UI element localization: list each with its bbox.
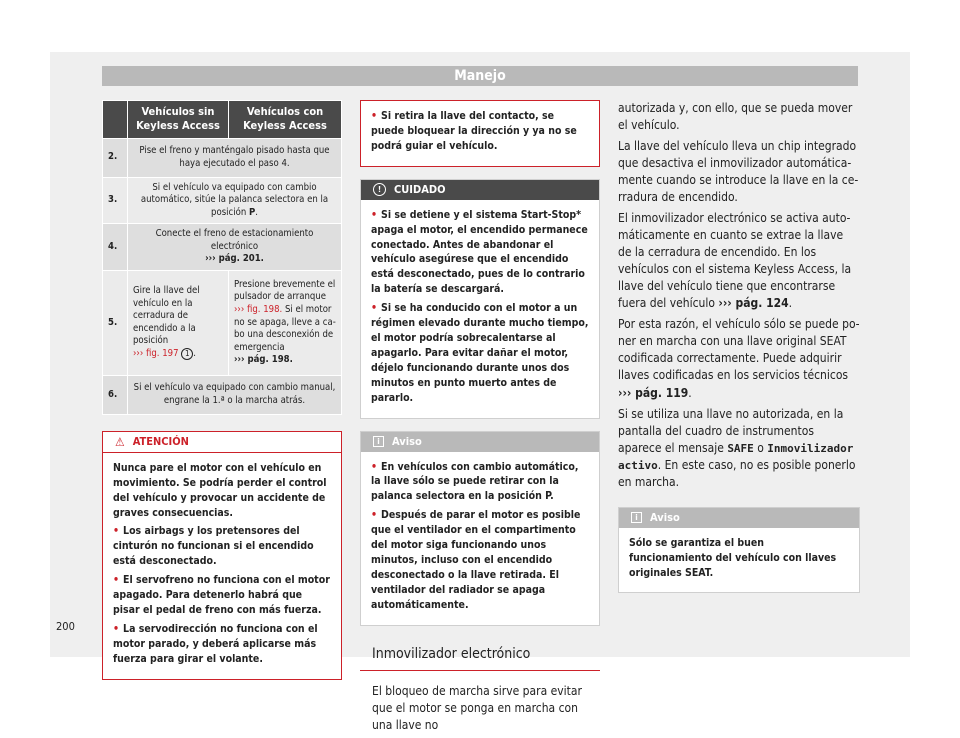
section-divider [360, 670, 600, 671]
note-text: Sólo se garantiza el buen funcionamiento del vehículo con llaves originales SEAT. [629, 536, 837, 579]
page-reference-link[interactable]: ››› pág. 198. [233, 354, 293, 366]
figure-reference-link[interactable]: ››› fig. 197 [133, 347, 179, 359]
caution-bullet: • Si se detiene y el sistema Start-Stop* apaga el motor, el encendido permanece conectado. Antes de abandonar el vehículo asegúrese que el encendido está desconectado, pues de lo contrario la batería se descargará. [371, 208, 589, 297]
note-bullet: • En vehículos con cambio automático, la llave sólo se puede retirar con la palanca selectora en la posición P. [371, 460, 589, 505]
section-title: Inmovilizador electrónico [372, 645, 531, 662]
steps-table [102, 100, 342, 415]
body-paragraph: La llave del vehículo lleva un chip integrado que desactiva el inmovilizador automáticamente cuando se introduce la llave en la cerradura de encendido. [618, 139, 859, 205]
body-paragraph: El inmovilizador electrónico se activa automáticamente en cuanto se extrae la llave de la cerradura de encendido. En los vehículos con el sistema Keyless Access, la llave del vehículo tiene que encontrarse fuera del vehículo ››› pág. 124. [618, 211, 852, 311]
table-header-without-keyless: Vehículos sin Keyless Access [128, 101, 229, 139]
caution-title: CUIDADO [394, 182, 446, 196]
warning-bullet: • La servodirección no funciona con el motor parado, y deberá aplicarse más fuerza para girar el volante. [113, 622, 331, 667]
table-row: 4. Conecte el freno de estacionamiento electrónico ››› pág. 201. [103, 224, 342, 271]
table-row: 2. Pise el freno y manténgalo pisado hasta que haya ejecutado el paso 4. [103, 138, 342, 177]
note-title: Aviso [392, 434, 422, 448]
warning-bullet: • El servofreno no funciona con el motor apagado. Para detenerlo habrá que pisar el pedal de freno con más fuerza. [113, 573, 331, 618]
page-reference-link[interactable]: ››› pág. 119 [618, 385, 689, 400]
chapter-header: Manejo [102, 66, 858, 86]
table-row: 5. Gire la llave del vehículo en la cerradura de encendido a la posición ››› fig. 197 1 . Presione brevemente el pulsador de arranque ››› fig. 198. Si el motor no se apaga, lleve a cabo una desconexión de emergencia ››› pág. 198. [103, 270, 342, 375]
page-reference-link[interactable]: ››› pág. 201. [205, 253, 264, 265]
warning-triangle-icon: ⚠ [115, 434, 125, 449]
page-number: 200 [56, 620, 75, 633]
warning-bullet: • Los airbags y los pretensores del cinturón no funcionan si el encendido está desconectado. [113, 524, 331, 569]
right-column [618, 100, 860, 593]
table-row: 6. Si el vehículo va equipado con cambio manual, engrane la 1.ª o la marcha atrás. [103, 375, 342, 414]
warning-intro: Nunca pare el motor con el vehículo en movimiento. Se podría perder el control del vehículo y provocar un accidente de graves consecuencias. [113, 461, 327, 519]
note-title: Aviso [650, 510, 680, 524]
table-row: 3. Si el vehículo va equipado con cambio automático, sitúe la palanca selectora en la posición P. [103, 177, 342, 224]
middle-column [360, 100, 600, 738]
note-box [360, 431, 600, 626]
exclamation-circle-icon: ! [373, 183, 386, 196]
body-paragraph: El bloqueo de marcha sirve para evitar que el motor se ponga en marcha con una llave no [372, 683, 582, 732]
table-header-number [103, 101, 128, 139]
body-paragraph: autorizada y, con ello, que se pueda mover el vehículo. [618, 101, 853, 133]
caution-box [360, 179, 600, 419]
left-column [102, 100, 342, 680]
warning-title: ATENCIÓN [132, 434, 189, 448]
info-icon: i [631, 512, 642, 523]
warning-bullet: • Si retira la llave del contacto, se puede bloquear la dirección y ya no se podrá guiar el vehículo. [371, 109, 589, 154]
note-bullet: • Después de parar el motor es posible que el ventilador en el compartimento del motor siga funcionando unos minutos, incluso con el encendido desconectado o la llave retirada. El ventilador del radiador se apaga automáticamente. [371, 508, 589, 612]
caution-bullet: • Si se ha conducido con el motor a un régimen elevado durante mucho tiempo, el motor podría sobrecalentarse al apagarlo. Para evitar dañar el motor, déjelo funcionando durante unos dos minutos en punto muerto antes de pararlo. [371, 301, 589, 405]
callout-number-icon: 1 [181, 348, 193, 360]
info-icon: i [373, 436, 384, 447]
figure-reference-link[interactable]: ››› fig. 198. [233, 303, 283, 315]
warning-continuation-box [360, 100, 600, 167]
table-header-with-keyless: Vehículos con Keyless Access [228, 101, 341, 139]
body-paragraph: Si se utiliza una llave no autorizada, en la pantalla del cuadro de instrumentos aparece el mensaje SAFE o Inmovilizador activo. En este caso, no es posible ponerlo en marcha. [618, 406, 856, 489]
note-box [618, 507, 860, 594]
body-paragraph: Por esta razón, el vehículo sólo se puede poner en marcha con una llave original SEAT codificada correctamente. Puede adquirir llaves codificadas en los servicios técnicos ››› pág. 119. [618, 317, 860, 400]
page-reference-link[interactable]: ››› pág. 124 [718, 296, 789, 311]
warning-box [102, 431, 342, 680]
